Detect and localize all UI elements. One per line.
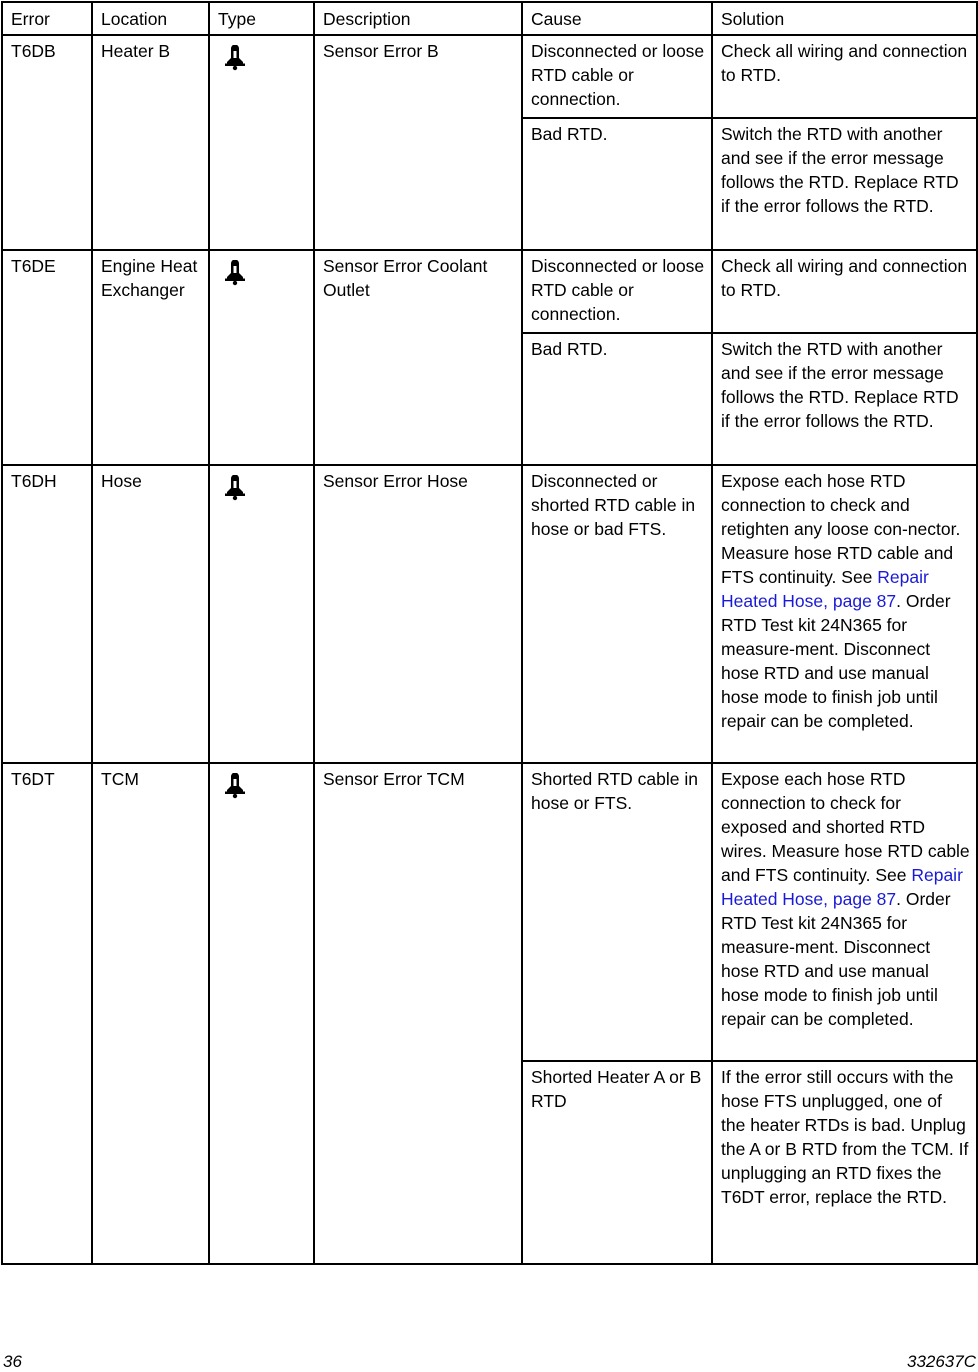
error-table: [1, 1, 978, 1265]
cause: Shorted Heater A or B RTD: [522, 1061, 712, 1264]
error-code: T6DT: [2, 763, 92, 1264]
alarm-bell-icon: [222, 773, 248, 805]
repair-heated-hose-link[interactable]: Repair Heated Hose, page 87: [721, 567, 929, 611]
location: Heater B: [92, 35, 209, 250]
solution: Switch the RTD with another and see if the error message follows the RTD. Replace RTD if the error follows the RTD.: [712, 333, 977, 465]
alarm-bell-icon: [222, 260, 248, 292]
alarm-bell-icon: [222, 45, 248, 77]
header-cause: Cause: [522, 2, 712, 35]
repair-heated-hose-link[interactable]: Repair Heated Hose, page 87: [721, 865, 963, 909]
page-number: 36: [3, 1352, 22, 1371]
solution-text: Expose each hose RTD connection to check for exposed and shorted RTD wires. Measure hose RTD cable and FTS continuity. See: [721, 769, 970, 885]
error-code: T6DH: [2, 465, 92, 763]
error-code: T6DE: [2, 250, 92, 465]
table-row: [2, 763, 977, 1061]
cause: Bad RTD.: [522, 333, 712, 465]
table-header-row: [2, 2, 977, 35]
table-row: [2, 250, 977, 333]
solution: Check all wiring and connection to RTD.: [712, 35, 977, 118]
solution: Switch the RTD with another and see if the error message follows the RTD. Replace RTD if the error follows the RTD.: [712, 118, 977, 250]
description: Sensor Error B: [314, 35, 522, 250]
solution: [712, 465, 977, 763]
cause: Disconnected or loose RTD cable or connection.: [522, 250, 712, 333]
table-row: [2, 465, 977, 763]
solution-text: . Order RTD Test kit 24N365 for measure-ment. Disconnect hose RTD and use manual hose mode to finish job until repair can be completed.: [721, 889, 951, 1029]
type-cell: [209, 250, 314, 465]
location: Engine Heat Exchanger: [92, 250, 209, 465]
cause: Shorted RTD cable in hose or FTS.: [522, 763, 712, 1061]
header-solution: Solution: [712, 2, 977, 35]
cause: Disconnected or shorted RTD cable in hose or bad FTS.: [522, 465, 712, 763]
description: Sensor Error Coolant Outlet: [314, 250, 522, 465]
alarm-bell-icon: [222, 475, 248, 507]
solution-text: Expose each hose RTD connection to check and retighten any loose con-nector. Measure hose RTD cable and FTS continuity. See: [721, 471, 961, 587]
type-cell: [209, 763, 314, 1264]
cause: Disconnected or loose RTD cable or connection.: [522, 35, 712, 118]
error-code: T6DB: [2, 35, 92, 250]
solution: If the error still occurs with the hose FTS unplugged, one of the heater RTDs is bad. Unplug the A or B RTD from the TCM. If unplugging an RTD fixes the T6DT error, replace the RTD.: [712, 1061, 977, 1264]
solution-text: . Order RTD Test kit 24N365 for measure-ment. Disconnect hose RTD and use manual hose mode to finish job until repair can be completed.: [721, 591, 951, 731]
document-number: 332637C: [906, 1352, 976, 1371]
cause: Bad RTD.: [522, 118, 712, 250]
header-error: Error: [2, 2, 92, 35]
location: TCM: [92, 763, 209, 1264]
type-cell: [209, 465, 314, 763]
solution: Check all wiring and connection to RTD.: [712, 250, 977, 333]
description: Sensor Error TCM: [314, 763, 522, 1264]
header-description: Description: [314, 2, 522, 35]
description: Sensor Error Hose: [314, 465, 522, 763]
table-row: [2, 35, 977, 118]
header-type: Type: [209, 2, 314, 35]
type-cell: [209, 35, 314, 250]
solution: [712, 763, 977, 1061]
location: Hose: [92, 465, 209, 763]
header-location: Location: [92, 2, 209, 35]
